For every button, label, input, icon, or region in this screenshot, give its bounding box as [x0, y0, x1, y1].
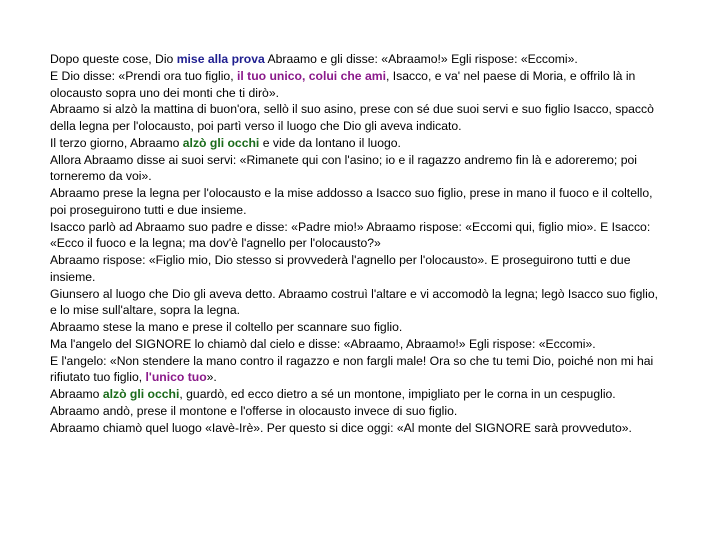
- text-segment: Abraamo stese la mano e prese il coltello per scannare suo figlio.: [50, 320, 403, 334]
- paragraph: [50, 152, 662, 186]
- text-segment: Giunsero al luogo che Dio gli aveva detto. Abraamo costruì l'altare e vi accomodò la legna; legò Isacco suo figlio, e lo mise sull'altare, sopra la legna.: [50, 286, 658, 318]
- paragraph: [50, 420, 662, 437]
- paragraph: [50, 219, 662, 253]
- text-segment: Abraamo e gli disse: «Abraamo!» Egli rispose: «Eccomi».: [264, 52, 578, 66]
- paragraph: [50, 101, 662, 135]
- text-segment: Abraamo chiamò quel luogo «Iavè-Irè». Per questo si dice oggi: «Al monte del SIGNORE sarà provveduto».: [50, 420, 632, 435]
- text-segment: Il terzo giorno, Abraamo: [50, 135, 183, 150]
- text-segment: Dopo queste cose, Dio: [50, 52, 177, 66]
- text-segment: , guardò, ed ecco dietro a sé un montone, impigliato per le corna in un cespuglio. Abraamo andò, prese il montone e l'offerse in olocausto invece di suo figlio.: [50, 387, 616, 418]
- paragraph: [50, 252, 662, 286]
- text-segment: Isacco parlò ad Abraamo suo padre e disse: «Padre mio!» Abraamo rispose: «Eccomi qui, figlio mio». E Isacco: «Ecco il fuoco e la legna; ma dov'è l'agnello per l'olocausto?»: [50, 219, 651, 251]
- highlighted-phrase: l'unico tuo: [145, 370, 207, 385]
- highlighted-phrase: alzò gli occhi: [102, 387, 180, 401]
- paragraph: [50, 68, 662, 102]
- highlighted-phrase: il tuo unico, colui che ami: [236, 68, 386, 83]
- text-segment: Allora Abraamo disse ai suoi servi: «Rimanete qui con l'asino; io e il ragazzo andremo fin là e adoreremo; poi torneremo da voi».: [50, 152, 637, 184]
- paragraph: [50, 185, 662, 219]
- text-segment: e vide da lontano il luogo.: [259, 135, 401, 150]
- paragraph: [50, 386, 662, 420]
- highlighted-phrase: mise alla prova: [176, 52, 265, 66]
- text-segment: E l'angelo: «Non stendere la mano contro il ragazzo e non fargli male! Ora so che tu temi Dio, poiché non mi hai rifiutato tuo figlio,: [50, 353, 654, 385]
- text-segment: Abraamo rispose: «Figlio mio, Dio stesso si provvederà l'agnello per l'olocausto». E proseguirono tutti e due insieme.: [50, 253, 631, 284]
- paragraph: [50, 286, 662, 320]
- text-segment: Abraamo si alzò la mattina di buon'ora, sellò il suo asino, prese con sé due suoi servi e suo figlio Isacco, spaccò della legna per l'olocausto, poi partì verso il luogo che Dio gli aveva indicato.: [50, 102, 654, 133]
- paragraph: [50, 336, 662, 353]
- genesis-22-text: [50, 51, 662, 436]
- highlighted-phrase: alzò gli occhi: [182, 135, 260, 150]
- text-segment: ».: [206, 370, 217, 385]
- text-segment: Abraamo prese la legna per l'olocausto e la mise addosso a Isacco suo figlio, prese in mano il fuoco e il coltello, poi proseguirono tutti e due insieme.: [50, 186, 653, 217]
- paragraph: [50, 135, 662, 152]
- paragraph: [50, 353, 662, 387]
- paragraph: [50, 51, 662, 68]
- text-segment: , Isacco, e va' nel paese di Moria, e offrilo là in olocausto sopra uno dei monti che ti dirò».: [50, 68, 636, 100]
- paragraph: [50, 319, 662, 336]
- text-segment: E Dio disse: «Prendi ora tuo figlio,: [50, 68, 237, 83]
- text-segment: Abraamo: [50, 387, 103, 401]
- text-segment: Ma l'angelo del SIGNORE lo chiamò dal cielo e disse: «Abraamo, Abraamo!» Egli rispose: «Eccomi».: [50, 336, 596, 351]
